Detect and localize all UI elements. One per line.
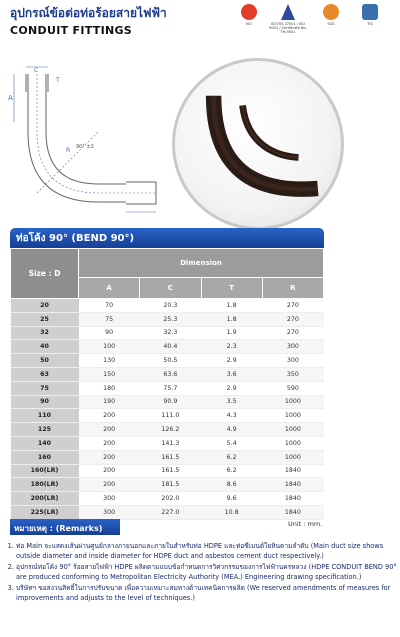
dimension-cell: 1840 — [262, 464, 323, 478]
product-photo — [172, 58, 344, 230]
dimension-cell: 70 — [79, 299, 140, 313]
dimension-cell: 130 — [79, 354, 140, 368]
dimension-cell: 202.0 — [140, 492, 201, 506]
dimension-cell: 300 — [262, 340, 323, 354]
size-cell: 40 — [11, 340, 79, 354]
certification-logos — [234, 4, 394, 48]
table-row — [11, 299, 324, 313]
dimension-cell: 50.5 — [140, 354, 201, 368]
dimension-cell: 161.5 — [140, 464, 201, 478]
dimension-cell: 2.3 — [201, 340, 262, 354]
remarks-title: หมายเหตุ : (Remarks) — [14, 524, 103, 533]
size-cell: 63 — [11, 367, 79, 381]
dimension-cell: 63.6 — [140, 367, 201, 381]
dimension-cell: 6.2 — [201, 450, 262, 464]
dimension-cell: 1000 — [262, 423, 323, 437]
table-row — [11, 423, 324, 437]
dimension-cell: 590 — [262, 381, 323, 395]
dimension-cell: 1000 — [262, 395, 323, 409]
dimension-cell: 40.4 — [140, 340, 201, 354]
table-row — [11, 395, 324, 409]
dim-c-label: C — [34, 67, 39, 74]
sgs-cert-logo: SGS — [316, 4, 346, 26]
size-cell: 75 — [11, 381, 79, 395]
column-header-r: R — [262, 278, 323, 299]
dimension-cell: 161.5 — [140, 450, 201, 464]
size-cell: 125 — [11, 423, 79, 437]
dimension-cell: 1840 — [262, 478, 323, 492]
remarks-header — [10, 519, 120, 535]
dimension-cell: 227.0 — [140, 505, 201, 519]
column-header-t: T — [201, 278, 262, 299]
remarks-list — [6, 542, 400, 605]
size-cell: 140 — [11, 436, 79, 450]
dimension-cell: 200 — [79, 436, 140, 450]
table-row — [11, 505, 324, 519]
dimension-cell: 1.8 — [201, 299, 262, 313]
table-row — [11, 354, 324, 368]
dimension-cell: 270 — [262, 326, 323, 340]
dimension-cell: 141.3 — [140, 436, 201, 450]
conduit-bend-image — [175, 61, 341, 227]
dimension-cell: 181.5 — [140, 478, 201, 492]
dimension-cell: 90.9 — [140, 395, 201, 409]
dimension-cell: 1000 — [262, 450, 323, 464]
table-row — [11, 464, 324, 478]
dimension-cell: 20.3 — [140, 299, 201, 313]
dimension-cell: 6.2 — [201, 464, 262, 478]
table-row — [11, 381, 324, 395]
dim-t-label: T — [56, 77, 60, 84]
dimension-cell: 300 — [79, 492, 140, 506]
table-row — [11, 340, 324, 354]
column-header-a: A — [79, 278, 140, 299]
size-cell: 160(LR) — [11, 464, 79, 478]
unit-label: Unit : mm. — [288, 520, 323, 528]
dimension-cell: 1000 — [262, 409, 323, 423]
page-title: อุปกรณ์ข้อต่อท่อร้อยสายไฟฟ้า — [10, 6, 167, 20]
dimension-cell: 300 — [262, 354, 323, 368]
section-title: ท่อโค้ง 90° (BEND 90°) — [16, 233, 135, 244]
dimension-cell: 32.3 — [140, 326, 201, 340]
dimension-table — [10, 248, 324, 520]
tis-cert-logo: TIS — [350, 4, 390, 26]
table-row — [11, 478, 324, 492]
dimension-cell: 10.8 — [201, 505, 262, 519]
dimension-header: Dimension — [79, 249, 324, 278]
dimension-cell: 270 — [262, 299, 323, 313]
dimension-cell: 5.4 — [201, 436, 262, 450]
dim-r-label: R — [66, 147, 71, 154]
size-cell: 50 — [11, 354, 79, 368]
dimension-cell: 200 — [79, 409, 140, 423]
remark-item: 1. ท่อ Main จะแสดงเส้นผ่านศูนย์กลางภายนอกและภายในสำหรับท่อ HDPE และท่อซีเมนต์ใยหินตามลำดับ (Main duct size shows outside diameter and inside diameter for HDPE duct and asbestos cement duct respectively.) — [16, 542, 400, 561]
dimension-cell: 75 — [79, 312, 140, 326]
dimension-cell: 4.3 — [201, 409, 262, 423]
size-header: Size : D — [11, 249, 79, 299]
dimension-cell: 3.6 — [201, 367, 262, 381]
dimension-cell: 1.9 — [201, 326, 262, 340]
dimension-cell: 1000 — [262, 436, 323, 450]
table-row — [11, 409, 324, 423]
angle-label: 90° ±2 — [76, 144, 94, 150]
size-cell: 25 — [11, 312, 79, 326]
size-cell: 32 — [11, 326, 79, 340]
table-row — [11, 492, 324, 506]
size-cell: 90 — [11, 395, 79, 409]
dimension-cell: 350 — [262, 367, 323, 381]
table-row — [11, 312, 324, 326]
dimension-cell: 2.9 — [201, 354, 262, 368]
iso-cert-logo: ISO — [234, 4, 264, 26]
dimension-cell: 4.9 — [201, 423, 262, 437]
dimension-cell: 200 — [79, 423, 140, 437]
dimension-cell: 150 — [79, 367, 140, 381]
dimension-cell: 1840 — [262, 505, 323, 519]
dim-a-label: A — [8, 94, 13, 102]
dimension-cell: 200 — [79, 464, 140, 478]
dimension-cell: 200 — [79, 478, 140, 492]
dimension-cell: 190 — [79, 395, 140, 409]
dimension-cell: 270 — [262, 312, 323, 326]
size-cell: 225(LR) — [11, 505, 79, 519]
dimension-cell: 1840 — [262, 492, 323, 506]
dimension-cell: 180 — [79, 381, 140, 395]
dimension-cell: 100 — [79, 340, 140, 354]
dimension-cell: 8.6 — [201, 478, 262, 492]
table-row — [11, 436, 324, 450]
dimension-cell: 111.0 — [140, 409, 201, 423]
dimension-cell: 300 — [79, 505, 140, 519]
dimension-cell: 2.9 — [201, 381, 262, 395]
table-row — [11, 326, 324, 340]
dimension-cell: 200 — [79, 450, 140, 464]
dimension-cell: 126.2 — [140, 423, 201, 437]
column-header-c: C — [140, 278, 201, 299]
table-row — [11, 367, 324, 381]
dimension-cell: 9.6 — [201, 492, 262, 506]
dimension-cell: 75.7 — [140, 381, 201, 395]
dimension-cell: 90 — [79, 326, 140, 340]
remark-item: 2. อุปกรณ์ท่อโค้ง 90° ร้อยสายไฟฟ้า HDPE ผลิตตามแบบข้อกำหนดการวิศวกรรมของการไฟฟ้านครหลวง (HDPE CONDUIT BEND 90° are produced conforming to Metropolitan Electricity Authority (MEA.) Engineering drawing specification.) — [16, 563, 400, 582]
size-cell: 160 — [11, 450, 79, 464]
dimension-cell: 1.8 — [201, 312, 262, 326]
table-row — [11, 450, 324, 464]
dimension-cell: 3.5 — [201, 395, 262, 409]
dimension-cell: 25.3 — [140, 312, 201, 326]
size-cell: 110 — [11, 409, 79, 423]
bend-technical-drawing — [6, 62, 166, 222]
tisi-cert-logo: ISO/TIS 27001 / ISO 9001 / Certificate No. TH-9001 — [266, 4, 310, 34]
size-cell: 200(LR) — [11, 492, 79, 506]
page-subtitle: CONDUIT FITTINGS — [10, 24, 133, 37]
size-cell: 20 — [11, 299, 79, 313]
remark-item: 3. บริษัทฯ ขอสงวนสิทธิ์ในการปรับขนาด เพื่อความเหมาะสมทางด้านเทคนิคการผลิต (We reserved amendments of measures for improvements and adjusts to the level of techniques.) — [16, 584, 400, 603]
size-cell: 180(LR) — [11, 478, 79, 492]
section-header — [10, 228, 324, 248]
